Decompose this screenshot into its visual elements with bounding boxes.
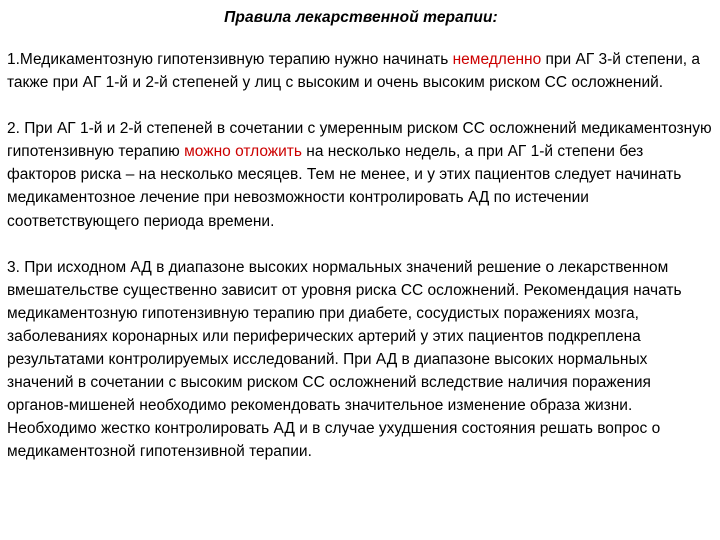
rule-paragraph-1 <box>7 48 715 94</box>
rule-1-text-before: 1.Медикаментозную гипотензивную терапию нужно начинать <box>7 51 453 68</box>
page-title: Правила лекарственной терапии: <box>224 9 498 26</box>
rule-1-highlight: немедленно <box>452 51 542 68</box>
rule-2-text-after: на несколько недель, а при АГ 1-й степени без факторов риска – на несколько месяцев. Тем не менее, и у этих пациентов следует начинать медикаментозное лечение при невозможности контролировать АД по истечении соответствующего периода времени. <box>7 143 682 230</box>
rule-1-text-after: при АГ 3-й степени, а также при АГ 1-й и 2-й степеней у лиц с высоким и очень высоким риском СС осложнений. <box>7 51 701 92</box>
rule-2-text-before: 2. При АГ 1-й и 2-й степеней в сочетании с умеренным риском СС осложнений медикаментозную гипотензивную терапию <box>7 120 712 161</box>
rule-3-text: 3. При исходном АД в диапазоне высоких нормальных значений решение о лекарственном вмешательстве существенно зависит от уровня риска СС осложнений. Рекомендация начать медикаментозную гипотензивную терапию при диабете, сосудистых поражениях мозга, заболеваниях коронарных или периферических артерий у этих пациентов подкреплена результатами контролируемых исследований. При АД в диапазоне высоких нормальных значений в сочетании с высоким риском СС осложнений вследствие наличия поражения органов-мишеней необходимо рекомендовать значительное изменение образа жизни. Необходимо жестко контролировать АД и в случае ухудшения состояния решать вопрос о медикаментозной гипотензивной терапии. <box>7 258 682 461</box>
rule-paragraph-3 <box>7 256 715 464</box>
slide-content <box>7 8 715 487</box>
rule-paragraph-2 <box>7 117 715 232</box>
rule-2-highlight: можно отложить <box>184 143 302 161</box>
